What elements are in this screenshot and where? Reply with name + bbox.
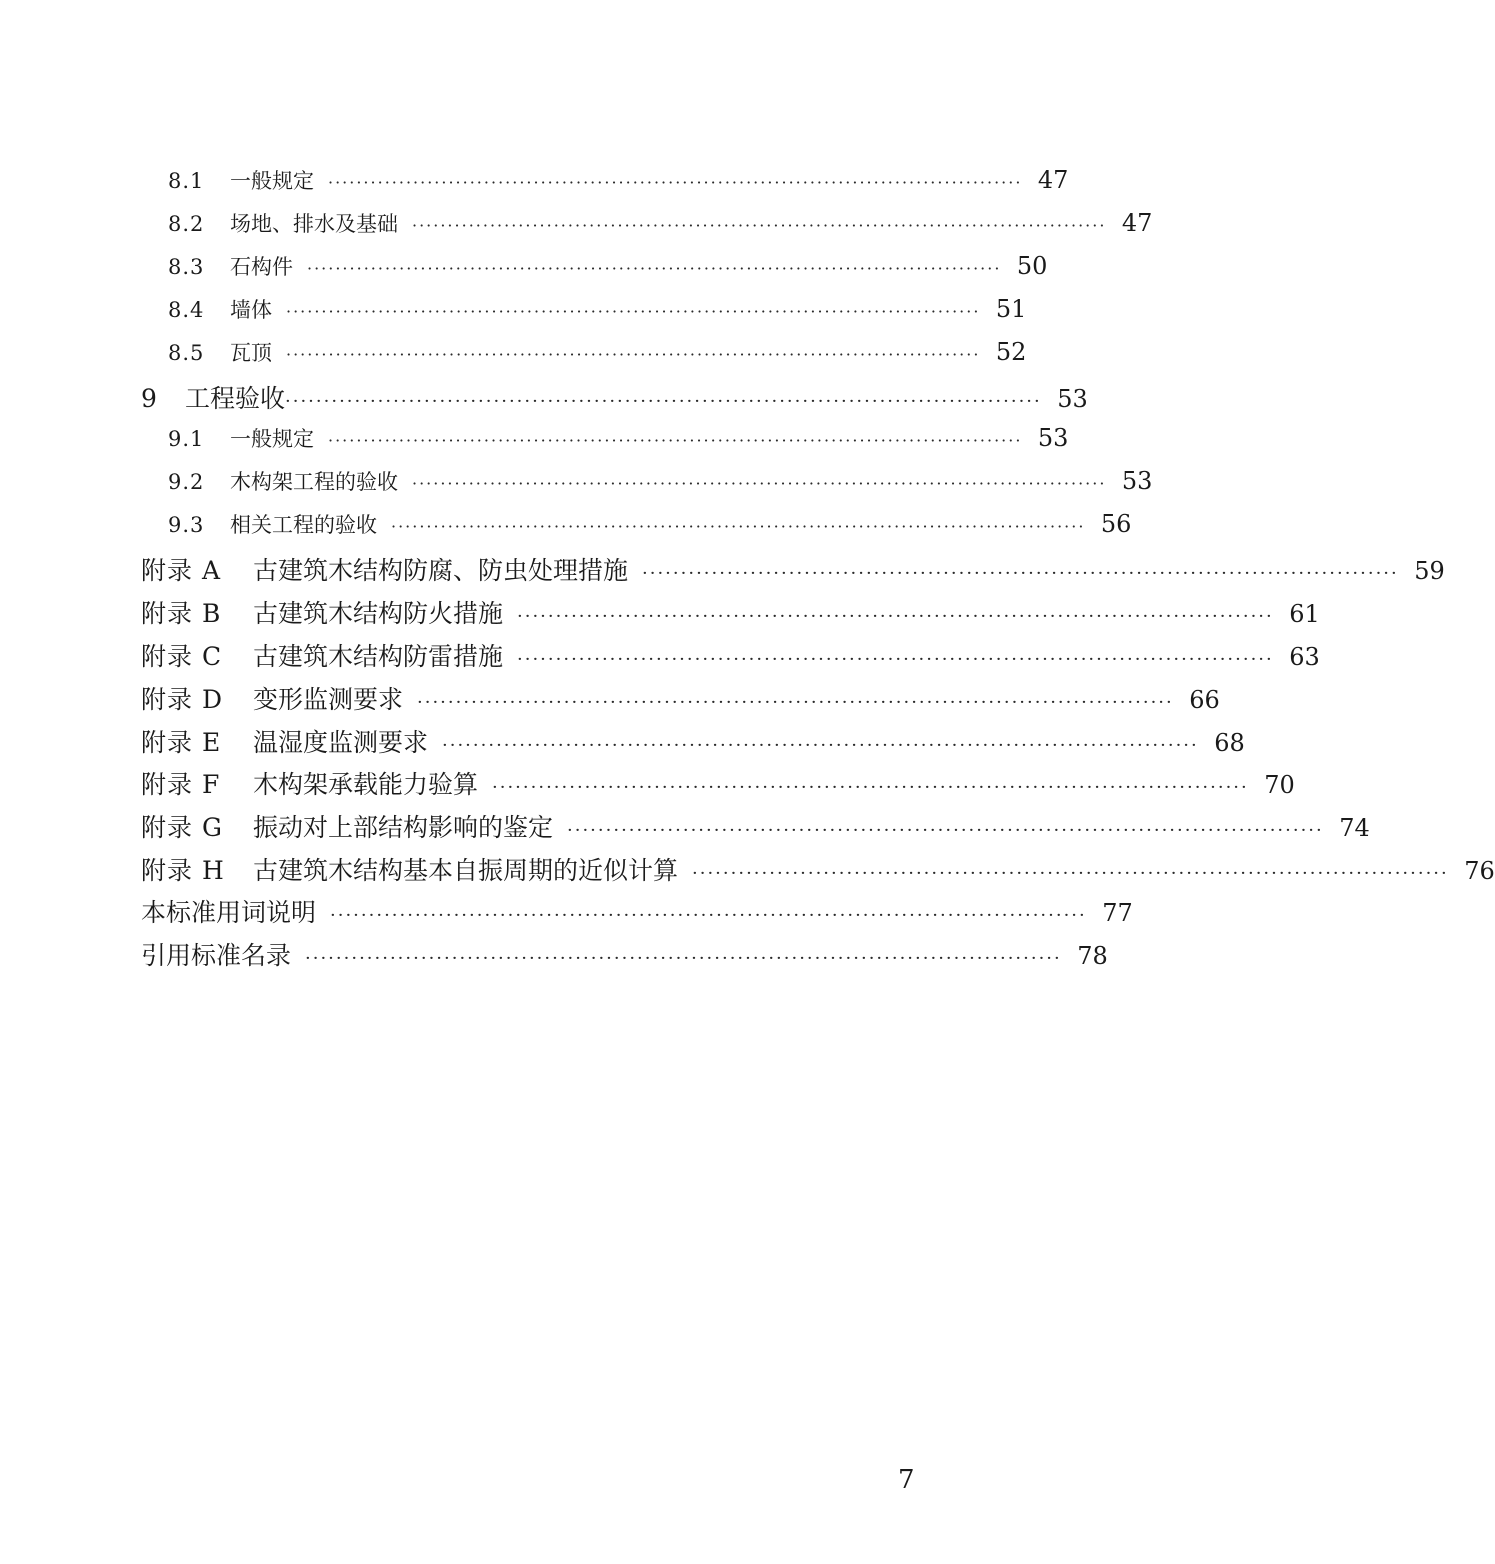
- toc-title: 古建筑木结构防雷措施: [253, 642, 504, 671]
- toc-title: 古建筑木结构防火措施: [253, 599, 504, 628]
- toc-page-number: 50: [1016, 252, 1048, 280]
- toc-title: 墙体: [230, 298, 272, 322]
- toc-entry-8-2[interactable]: [168, 208, 1153, 238]
- toc-entry-appendix-e[interactable]: [141, 723, 1245, 759]
- toc-title: 石构件: [230, 255, 293, 279]
- toc-title: 工程验收: [185, 384, 286, 413]
- toc-page-number: 68: [1214, 729, 1245, 757]
- toc-leader-dots: ··································································································: [328, 173, 1023, 192]
- toc-entry-9-2[interactable]: [168, 466, 1153, 496]
- toc-title: 引用标准名录: [141, 941, 292, 970]
- toc-leader-dots: ··································································································: [442, 735, 1199, 756]
- toc-title: 相关工程的验收: [230, 513, 377, 537]
- toc-leader-dots: ··································································································: [286, 302, 981, 321]
- toc-number: 9.3: [168, 513, 205, 537]
- toc-number: 8.1: [168, 169, 205, 193]
- toc-leader-dots: ··································································································: [412, 216, 1107, 235]
- toc-leader-dots: ··································································································: [285, 391, 1042, 412]
- toc-title: 变形监测要求: [253, 685, 404, 714]
- toc-leader-dots: ··································································································: [328, 431, 1023, 450]
- toc-entry-appendix-h[interactable]: [141, 851, 1495, 887]
- toc-title: 温湿度监测要求: [253, 728, 429, 757]
- toc-number: 9.1: [168, 427, 205, 451]
- toc-leader-dots: ··································································································: [412, 474, 1107, 493]
- toc-page-number: 74: [1339, 814, 1370, 842]
- toc-number: 8.4: [168, 298, 205, 322]
- toc-title: 古建筑木结构防腐、防虫处理措施: [253, 556, 629, 585]
- toc-page-number: 47: [1037, 166, 1069, 194]
- toc-page-number: 78: [1077, 942, 1108, 970]
- toc-leader-dots: ··································································································: [417, 692, 1174, 713]
- toc-title: 一般规定: [230, 169, 314, 193]
- toc-title: 一般规定: [230, 427, 314, 451]
- toc-number: 附录 A: [141, 556, 222, 585]
- toc-leader-dots: ··································································································: [492, 777, 1249, 798]
- toc-title: 木构架承载能力验算: [253, 770, 479, 799]
- toc-number: 附录 H: [141, 856, 225, 885]
- toc-entry-8-4[interactable]: [168, 294, 1027, 324]
- toc-page-number: 61: [1289, 600, 1320, 628]
- toc-number: 附录 B: [141, 599, 222, 628]
- toc-leader-dots: ··································································································: [567, 820, 1324, 841]
- toc-entry-cited-standards[interactable]: [141, 936, 1108, 972]
- toc-entry-terms-explanation[interactable]: [141, 893, 1133, 929]
- toc-entry-appendix-f[interactable]: [141, 765, 1295, 801]
- toc-page-number: 53: [1057, 385, 1088, 413]
- toc-number: 附录 D: [141, 685, 223, 714]
- toc-number: 附录 C: [141, 642, 223, 671]
- toc-entry-8-3[interactable]: [168, 251, 1048, 281]
- toc-leader-dots: ··································································································: [692, 863, 1449, 884]
- toc-page-number: 76: [1464, 857, 1495, 885]
- toc-leader-dots: ··································································································: [330, 905, 1087, 926]
- toc-entry-appendix-d[interactable]: [141, 680, 1220, 716]
- toc-number: 8.5: [168, 341, 205, 365]
- toc-title: 本标准用词说明: [141, 898, 317, 927]
- toc-number: 9.2: [168, 470, 205, 494]
- toc-leader-dots: ··································································································: [642, 563, 1399, 584]
- toc-leader-dots: ··································································································: [517, 649, 1274, 670]
- toc-number: 8.3: [168, 255, 205, 279]
- toc-number: 附录 F: [141, 770, 221, 799]
- toc-page-number: 66: [1189, 686, 1220, 714]
- toc-title: 瓦顶: [230, 341, 272, 365]
- toc-title: 场地、排水及基础: [230, 212, 398, 236]
- toc-page-number: 53: [1121, 467, 1153, 495]
- toc-number: 9: [141, 384, 158, 413]
- toc-entry-9-1[interactable]: [168, 423, 1069, 453]
- toc-page-number: 70: [1264, 771, 1295, 799]
- toc-leader-dots: ··································································································: [286, 345, 981, 364]
- toc-entry-chapter-9[interactable]: [141, 379, 1088, 415]
- toc-entry-9-3[interactable]: [168, 509, 1132, 539]
- toc-page-number: 47: [1121, 209, 1153, 237]
- toc-leader-dots: ··································································································: [307, 259, 1002, 278]
- toc-page-number: 51: [995, 295, 1027, 323]
- page-number: 7: [898, 1465, 915, 1495]
- toc-entry-appendix-a[interactable]: [141, 551, 1445, 587]
- toc-page-number: 56: [1100, 510, 1132, 538]
- toc-number: 附录 E: [141, 728, 222, 757]
- toc-page-number: 53: [1037, 424, 1069, 452]
- toc-leader-dots: ··································································································: [305, 948, 1062, 969]
- toc-number: 附录 G: [141, 813, 223, 842]
- toc-entry-appendix-b[interactable]: [141, 594, 1320, 630]
- toc-entry-8-1[interactable]: [168, 165, 1069, 195]
- toc-leader-dots: ··································································································: [391, 517, 1086, 536]
- toc-title: 木构架工程的验收: [230, 470, 398, 494]
- toc-page-number: 59: [1414, 557, 1445, 585]
- toc-page-number: 63: [1289, 643, 1320, 671]
- toc-leader-dots: ··································································································: [517, 606, 1274, 627]
- toc-entry-8-5[interactable]: [168, 337, 1027, 367]
- toc-title: 古建筑木结构基本自振周期的近似计算: [253, 856, 679, 885]
- toc-entry-appendix-g[interactable]: [141, 808, 1370, 844]
- toc-page-number: 52: [995, 338, 1027, 366]
- toc-title: 振动对上部结构影响的鉴定: [253, 813, 554, 842]
- toc-number: 8.2: [168, 212, 205, 236]
- toc-page-number: 77: [1102, 899, 1133, 927]
- toc-entry-appendix-c[interactable]: [141, 637, 1320, 673]
